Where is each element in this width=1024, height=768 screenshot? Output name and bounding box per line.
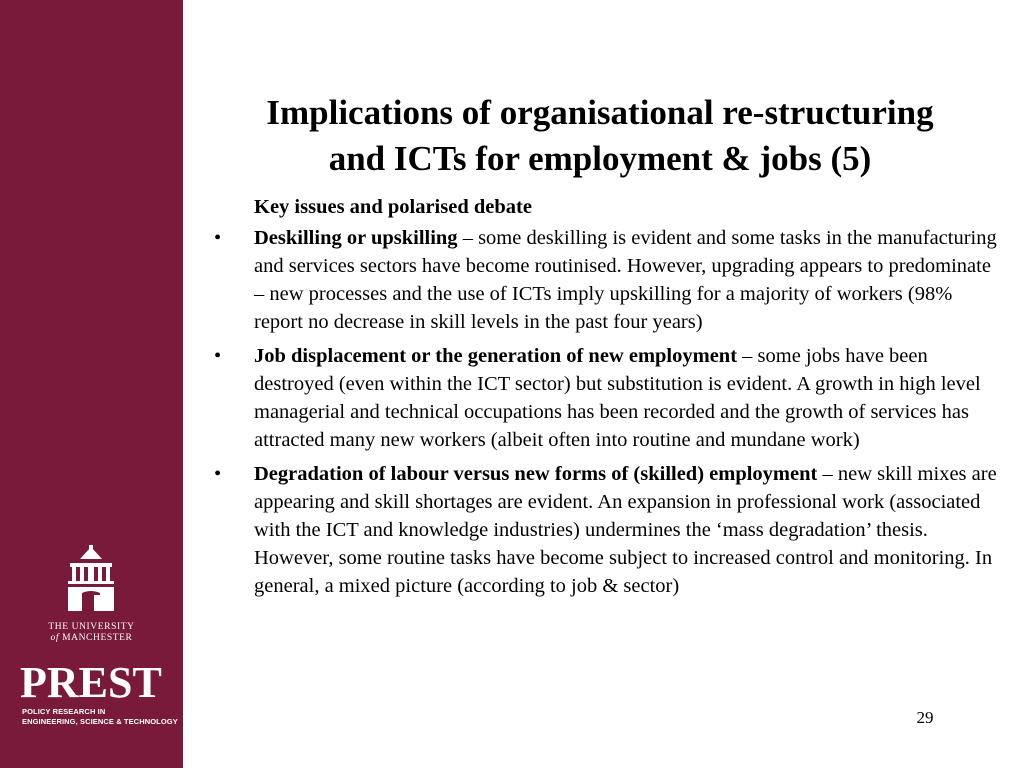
bullet-lead: Job displacement or the generation of new employment — [254, 345, 738, 367]
slide-title-line1: Implications of organisational re-structuring — [266, 93, 934, 132]
prest-subtitle-line1: POLICY RESEARCH IN — [22, 707, 106, 716]
prest-subtitle-line2: ENGINEERING, SCIENCE & TECHNOLOGY — [22, 717, 178, 726]
prest-subtitle — [22, 707, 178, 727]
bullet-item-job-displacement — [214, 342, 1004, 454]
bullet-lead: Deskilling or upskilling — [254, 227, 458, 249]
bullet-list — [214, 224, 1004, 600]
university-crest-icon — [66, 545, 116, 613]
university-of: of — [50, 633, 60, 643]
bullet-lead: Degradation of labour versus new forms of (skilled) employment — [254, 463, 818, 485]
prest-logo-text: PREST — [20, 658, 162, 707]
bullet-icon: • — [214, 345, 222, 367]
slide-title — [200, 90, 1000, 182]
university-manchester: MANCHESTER — [62, 633, 133, 643]
bullet-text: – some deskilling is evident and some tasks in the manufacturing and services sectors have become routinised. However, upgrading appears to predominate – new processes and the use of ICTs imply upskilling for a majority of workers (98% report no decrease in skill levels in the past four years) — [254, 227, 997, 333]
slide-subheading: Key issues and polarised debate — [254, 196, 532, 218]
slide-body — [214, 193, 1004, 606]
bullet-item-degradation — [214, 460, 1004, 600]
bullet-icon: • — [214, 463, 222, 485]
page-number: 29 — [916, 708, 934, 727]
university-name — [0, 622, 183, 644]
slide-title-line2: and ICTs for employment & jobs (5) — [328, 139, 872, 178]
bullet-icon: • — [214, 227, 222, 249]
sidebar-panel — [0, 0, 183, 768]
university-line1: THE UNIVERSITY — [48, 622, 135, 632]
bullet-text: – some jobs have been destroyed (even within the ICT sector) but substitution is evident. A growth in high level managerial and technical occupations has been recorded and the growth of services has attracted many new workers (albeit often into routine and mundane work) — [254, 345, 981, 451]
bullet-text: – new skill mixes are appearing and skill shortages are evident. An expansion in professional work (associated with the ICT and knowledge industries) undermines the ‘mass degradation’ thesis. However, some routine tasks have become subject to increased control and monitoring. In general, a mixed picture (according to job & sector) — [254, 463, 997, 597]
university-line2 — [0, 633, 183, 644]
bullet-item-deskilling — [214, 224, 1004, 336]
